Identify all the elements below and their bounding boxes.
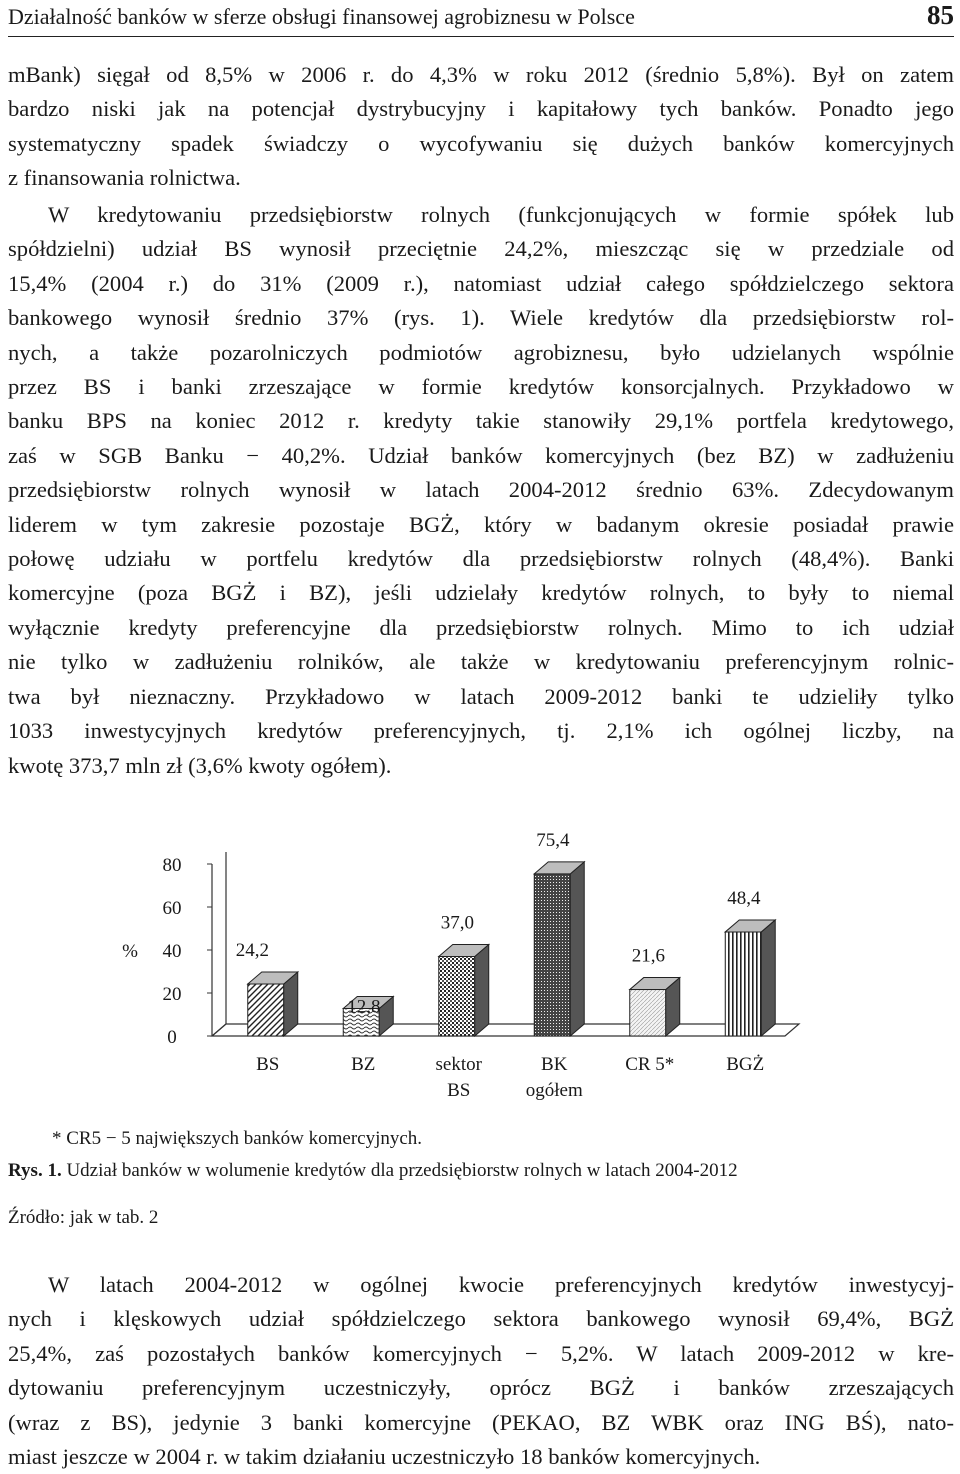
text-line: mBank) sięgał od 8,5% w 2006 r. do 4,3% w roku 2012 (średnio 5,8%). Był on zatem <box>8 62 954 87</box>
chart-bar-side <box>761 920 775 1036</box>
chart-labels <box>236 830 765 1101</box>
category-label: BZ <box>351 1054 376 1075</box>
data-label: 48,4 <box>727 887 761 909</box>
category-label: BS <box>256 1054 280 1075</box>
chart-bar <box>248 984 284 1036</box>
text-line: W kredytowaniu przedsiębiorstw rolnych (funkcjonujących w formie spółek lub <box>48 202 954 227</box>
data-label: 21,6 <box>631 945 665 967</box>
y-tick-label: 80 <box>162 855 182 876</box>
text-line: miast jeszcze w 2004 r. w takim działaniu uczestniczyło 18 banków komercyjnych. <box>8 1444 761 1470</box>
caption-label: Rys. 1. <box>8 1160 62 1181</box>
y-tick-label: 60 <box>162 898 182 919</box>
chart-bar <box>630 990 666 1036</box>
y-tick-label: 40 <box>162 941 182 962</box>
text-line: komercyjne (poza BGŻ i BZ), jeśli udzielały kredytów rolnych, to były to niemal <box>8 580 954 606</box>
caption-text: Udział banków w wolumenie kredytów dla przedsiębiorstw rolnych w latach 2004-2012 <box>66 1160 738 1181</box>
category-label: BS <box>447 1080 471 1101</box>
text-line: spółdzielni) udział BS wynosił przeciętnie 24,2%, mieszcząc się w przedziale od <box>8 236 954 262</box>
text-line: kwotę 373,7 mln zł (3,6% kwoty ogółem). <box>8 752 392 778</box>
bar-chart <box>100 810 820 1130</box>
text-line: przez BS i banki zrzeszające w formie kredytów konsorcjalnych. Przykładowo w <box>8 374 954 400</box>
category-label: BK <box>541 1054 568 1075</box>
text-line: W latach 2004-2012 w ogólnej kwocie preferencyjnych kredytów inwestycyj- <box>48 1272 954 1297</box>
y-axis-label: % <box>122 941 138 962</box>
chart-bar-side <box>475 944 489 1036</box>
category-label: CR 5* <box>625 1054 675 1075</box>
paragraph-2 <box>8 198 954 783</box>
chart-bar <box>534 874 570 1036</box>
text-line: wyłącznie kredyty preferencyjne dla przedsiębiorstw rolnych. Mimo to ich udział <box>8 614 954 640</box>
data-label: 24,2 <box>235 939 269 961</box>
figure-caption <box>8 1160 738 1182</box>
text-line: bankowego wynosił średnio 37% (rys. 1). Wiele kredytów dla przedsiębiorstw rol- <box>8 305 954 331</box>
chart-bar <box>725 932 761 1036</box>
text-line: połowę udziału w portfelu kredytów dla przedsiębiorstw rolnych (48,4%). Banki <box>8 546 954 572</box>
paragraph-3 <box>8 1268 954 1474</box>
text-line: z finansowania rolnictwa. <box>8 165 241 191</box>
chart-floor <box>212 1024 799 1036</box>
category-label: BGŻ <box>726 1054 765 1075</box>
chart-svg <box>100 810 820 1130</box>
text-line: liderem w tym zakresie pozostaje BGŻ, który w badanym okresie posiadał prawie <box>8 511 954 537</box>
chart-footnote: * CR5 − 5 największych banków komercyjnych. <box>52 1128 423 1149</box>
y-tick-label: 20 <box>162 984 182 1005</box>
chart-back-wall <box>212 852 226 1036</box>
text-line: nie tylko w zadłużeniu rolników, ale także w kredytowaniu preferencyjnym rolnic- <box>8 649 954 675</box>
text-line: nych i klęskowych udział spółdzielczego sektora bankowego wynosił 69,4%, BGŻ <box>8 1306 954 1332</box>
text-line: banku BPS na koniec 2012 r. kredyty takie stanowiły 29,1% portfela kredytowego, <box>8 408 954 434</box>
data-label: 75,4 <box>536 829 570 851</box>
figure-source: Źródło: jak w tab. 2 <box>8 1207 159 1228</box>
text-line: 25,4%, zaś pozostałych banków komercyjnych − 5,2%. W latach 2009-2012 w kre- <box>8 1340 954 1366</box>
data-label: 37,0 <box>440 912 474 934</box>
text-line: bardzo niski jak na potencjał dystrybucyjny i kapitałowy tych banków. Ponadto jego <box>8 96 954 122</box>
text-line: 1033 inwestycyjnych kredytów preferencyjnych, tj. 2,1% ich ogólnej liczby, na <box>8 718 954 744</box>
paragraph-1 <box>8 58 954 196</box>
chart-bar-side <box>570 862 584 1036</box>
text-line: systematyczny spadek świadczy o wycofywaniu się dużych banków komercyjnych <box>8 130 954 156</box>
header-title: Działalność banków w sferze obsługi finansowej agrobiznesu w Polsce <box>8 4 635 29</box>
data-label: 12,8 <box>347 996 381 1018</box>
category-label: sektor <box>435 1054 482 1075</box>
y-tick-label: 0 <box>167 1027 177 1048</box>
text-line: zaś w SGB Banku − 40,2%. Udział banków komercyjnych (bez BZ) w zadłużeniu <box>8 442 954 468</box>
text-line: przedsiębiorstw rolnych wynosił w latach 2004-2012 średnio 63%. Zdecydowanym <box>8 477 954 503</box>
category-label: ogółem <box>525 1080 583 1101</box>
chart-bar <box>439 956 475 1036</box>
text-line: twa był nieznaczny. Przykładowo w latach 2009-2012 banki te udzieliły tylko <box>8 683 954 709</box>
text-line: nych, a także pozarolniczych podmiotów agrobiznesu, było udzielanych wspólnie <box>8 339 954 365</box>
running-header <box>8 0 954 37</box>
text-line: (wraz z BS), jedynie 3 banki komercyjne (PEKAO, BZ WBK oraz ING BŚ), nato- <box>8 1409 954 1435</box>
text-line: dytowaniu preferencyjnym uczestniczyły, oprócz BGŻ i banków zrzeszających <box>8 1375 954 1401</box>
page-number: 85 <box>927 0 954 30</box>
text-line: 15,4% (2004 r.) do 31% (2009 r.), natomiast udział całego spółdzielczego sektora <box>8 270 954 296</box>
chart-bars <box>248 862 776 1036</box>
